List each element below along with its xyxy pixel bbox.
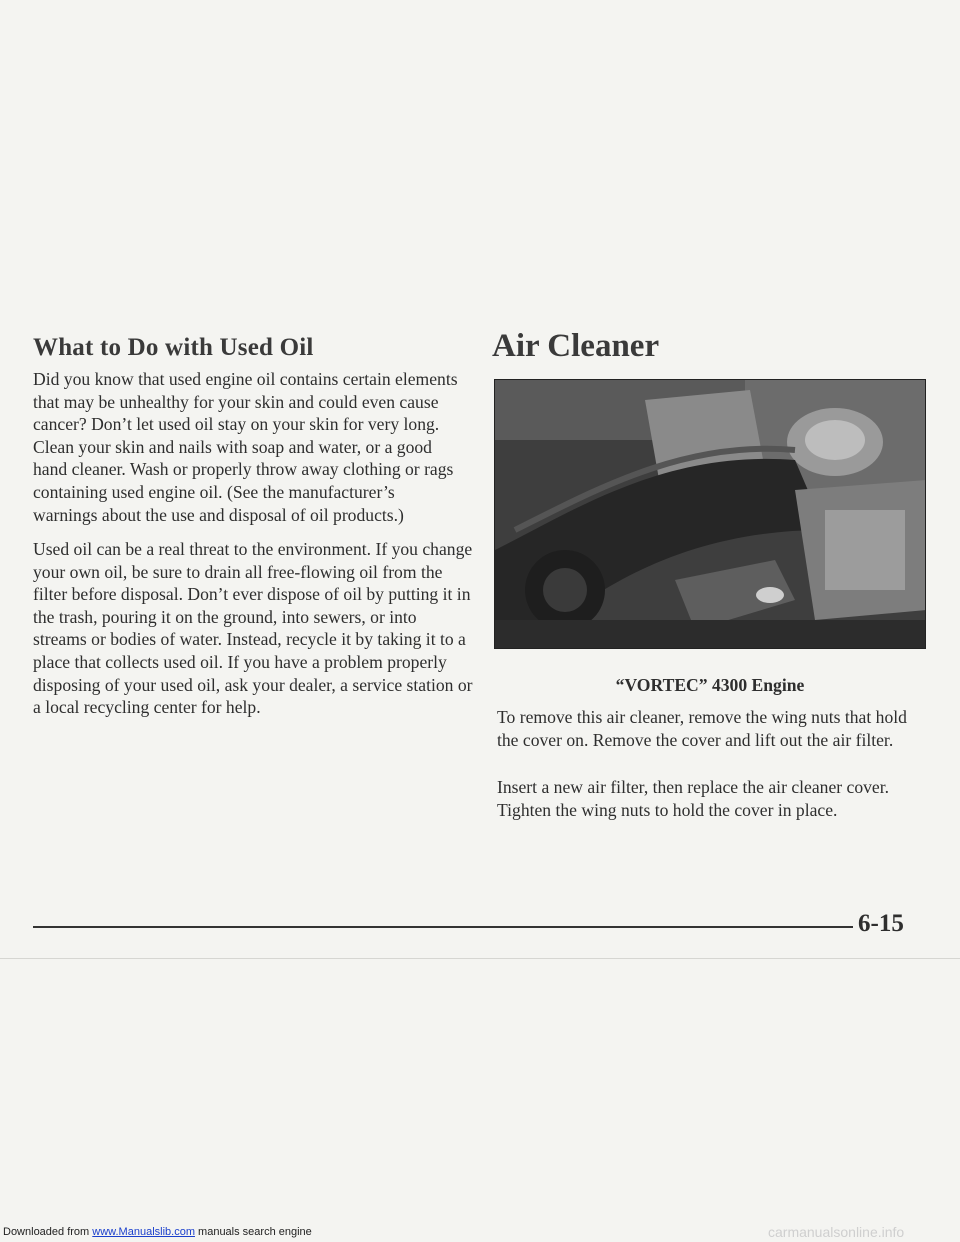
footer-suffix: manuals search engine (194, 1226, 312, 1238)
download-footer (3, 1226, 312, 1238)
air-cleaner-paragraph-2: Insert a new air filter, then replace the air cleaner cover. Tighten the wing nuts to hold the cover in place. (497, 777, 890, 820)
page-number: 6-15 (858, 910, 904, 937)
section-heading-air-cleaner: Air Cleaner (492, 328, 660, 364)
footer-prefix: Downloaded from (3, 1226, 93, 1238)
footer-rule (33, 926, 853, 928)
air-cleaner-paragraph-1: To remove this air cleaner, remove the wing nuts that hold the cover on. Remove the cover and lift out the air filter. (497, 707, 907, 750)
section-heading-used-oil: What to Do with Used Oil (33, 334, 314, 361)
engine-photo-illustration (495, 380, 926, 649)
watermark-text: carmanualsonline.info (768, 1224, 905, 1240)
used-oil-paragraph-1: Did you know that used engine oil contains certain elements that may be unhealthy for your skin and could even cause cancer? Don’t let used oil stay on your skin for very long. Clean your skin and nails with soap and water, or a good hand cleaner. Wash or properly throw away clothing or rags containing used engine oil. (See the manufacturer’s warnings about the use and disposal of oil products.) (33, 369, 458, 525)
used-oil-paragraph-2: Used oil can be a real threat to the environment. If you change your own oil, be sure to drain all free-flowing oil from the filter before disposal. Don’t ever dispose of oil by putting it in the trash, pouring it on the ground, into sewers, or into streams or bodies of water. Instead, recycle it by taking it to a place that collects used oil. If you have a problem properly disposing of your used oil, ask your dealer, a service station or a local recycling center for help. (33, 539, 473, 718)
manualslib-link[interactable]: www.Manualslib.com (92, 1226, 195, 1238)
engine-photo (494, 379, 926, 649)
photo-caption: “VORTEC” 4300 Engine (615, 675, 805, 695)
scan-line-divider (0, 958, 960, 959)
